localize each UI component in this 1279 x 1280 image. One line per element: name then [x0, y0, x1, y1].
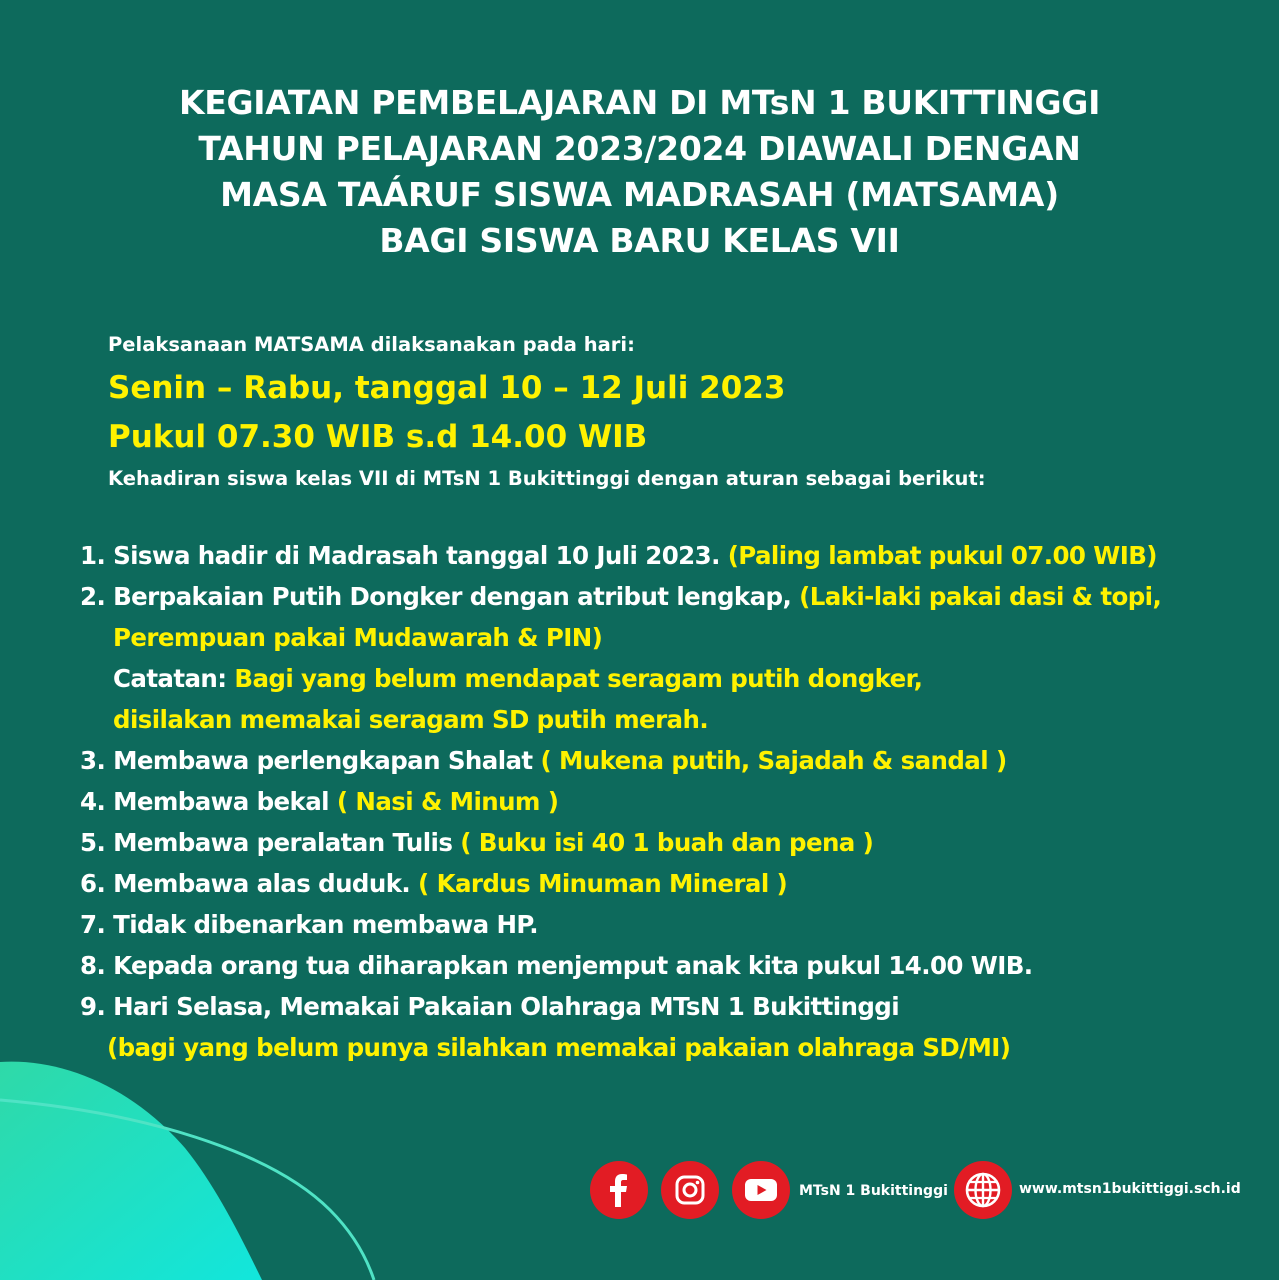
rule-highlight: ( Buku isi 40 1 buah dan pena )	[460, 828, 874, 857]
schedule-intro	[108, 330, 986, 494]
list-item-continuation	[80, 1027, 1161, 1068]
rule-text: 4. Membawa bekal	[80, 787, 337, 816]
list-item	[80, 863, 1161, 904]
rule-text: 9. Hari Selasa, Memakai Pakaian Olahraga MTsN 1 Bukittinggi	[80, 992, 900, 1021]
title-line: TAHUN PELAJARAN 2023/2024 DIAWALI DENGAN	[198, 129, 1081, 168]
note-label: Catatan:	[113, 664, 235, 693]
list-item	[80, 945, 1161, 986]
rule-highlight: Perempuan pakai Mudawarah & PIN)	[113, 623, 603, 652]
event-time: Pukul 07.30 WIB s.d 14.00 WIB	[108, 419, 648, 455]
rule-highlight: (Laki-laki pakai dasi & topi,	[799, 582, 1162, 611]
list-item	[80, 904, 1161, 945]
list-item-note	[80, 658, 1161, 699]
rule-text: 1. Siswa hadir di Madrasah tanggal 10 Juli 2023.	[80, 541, 728, 570]
rule-highlight: disilakan memakai seragam SD putih merah.	[113, 705, 709, 734]
rules-list	[80, 535, 1161, 1068]
rule-text: 2. Berpakaian Putih Dongker dengan atribut lengkap,	[80, 582, 800, 611]
rule-highlight: Bagi yang belum mendapat seragam putih dongker,	[234, 664, 923, 693]
rule-text: 8. Kepada orang tua diharapkan menjemput anak kita pukul 14.00 WIB.	[80, 951, 1033, 980]
rule-highlight: (Paling lambat pukul 07.00 WIB)	[727, 541, 1157, 570]
rule-text: 5. Membawa peralatan Tulis	[80, 828, 461, 857]
title-line: BAGI SISWA BARU KELAS VII	[379, 221, 900, 260]
globe-icon[interactable]	[954, 1161, 1012, 1219]
instagram-icon[interactable]	[661, 1161, 719, 1219]
rule-text: 7. Tidak dibenarkan membawa HP.	[80, 910, 538, 939]
rule-text: 6. Membawa alas duduk.	[80, 869, 419, 898]
title-line: MASA TAÁRUF SISWA MADRASAH (MATSAMA)	[220, 175, 1059, 214]
list-item	[80, 576, 1161, 617]
facebook-icon[interactable]	[590, 1161, 648, 1219]
list-item	[80, 781, 1161, 822]
page-title	[0, 80, 1279, 264]
list-item	[80, 986, 1161, 1027]
website-link[interactable]: www.mtsn1bukittiggi.sch.id	[1019, 1181, 1241, 1197]
list-item	[80, 535, 1161, 576]
rule-highlight: ( Kardus Minuman Mineral )	[418, 869, 788, 898]
rule-text: 3. Membawa perlengkapan Shalat	[80, 746, 541, 775]
social-account-name: MTsN 1 Bukittinggi	[799, 1183, 948, 1199]
attendance-note: Kehadiran siswa kelas VII di MTsN 1 Bukittinggi dengan aturan sebagai berikut:	[108, 467, 986, 490]
list-item-continuation	[80, 699, 1161, 740]
youtube-icon[interactable]	[732, 1161, 790, 1219]
rule-highlight: (bagi yang belum punya silahkan memakai pakaian olahraga SD/MI)	[107, 1033, 1011, 1062]
intro-label: Pelaksanaan MATSAMA dilaksanakan pada hari:	[108, 333, 635, 356]
rule-highlight: ( Mukena putih, Sajadah & sandal )	[540, 746, 1007, 775]
list-item	[80, 740, 1161, 781]
event-date: Senin – Rabu, tanggal 10 – 12 Juli 2023	[108, 370, 786, 406]
list-item-continuation	[80, 617, 1161, 658]
rule-highlight: ( Nasi & Minum )	[336, 787, 559, 816]
list-item	[80, 822, 1161, 863]
title-line: KEGIATAN PEMBELAJARAN DI MTsN 1 BUKITTINGGI	[178, 83, 1101, 122]
